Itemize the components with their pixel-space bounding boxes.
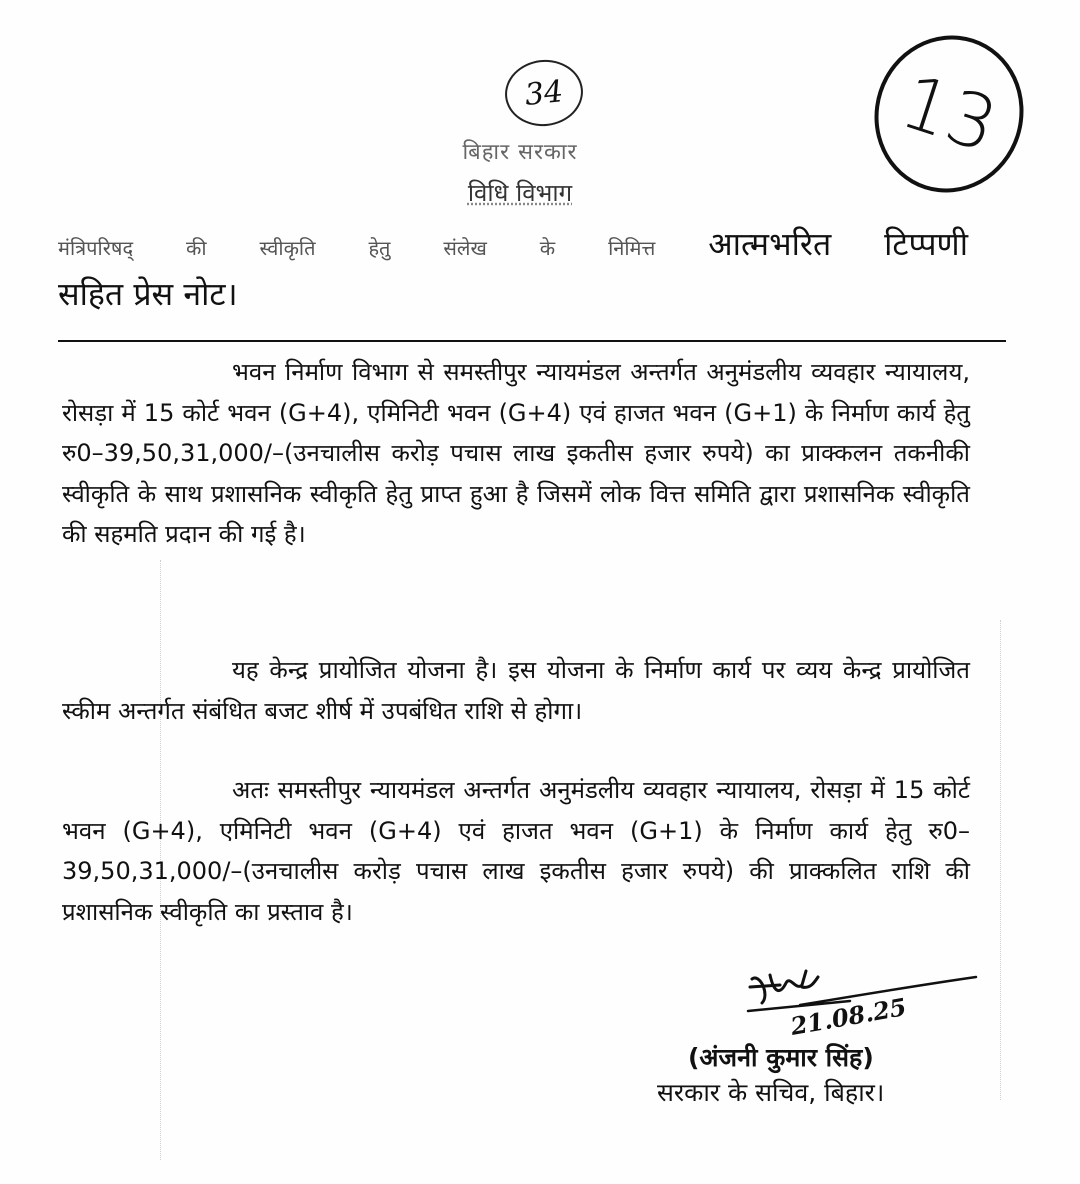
subject-word: संलेख bbox=[443, 236, 487, 260]
header-government: बिहार सरकार bbox=[462, 140, 578, 165]
subject-word: टिप्पणी bbox=[884, 225, 968, 263]
subject-line-1 bbox=[58, 222, 968, 265]
signatory-designation: सरकार के सचिव, बिहार। bbox=[657, 1078, 885, 1107]
signature-date: 21.08.25 bbox=[788, 992, 909, 1041]
paragraph-text: यह केन्द्र प्रायोजित योजना है। इस योजना के निर्माण कार्य पर व्यय केन्द्र प्रायोजित स्कीम अन्तर्गत संबंधित बजट शीर्ष में उपबंधित राशि से होगा। bbox=[62, 656, 970, 725]
horizontal-divider bbox=[58, 340, 1006, 342]
paragraph-text: भवन निर्माण विभाग से समस्तीपुर न्यायमंडल अन्तर्गत अनुमंडलीय व्यवहार न्यायालय, रोसड़ा में 15 कोर्ट भवन (G+4), एमिनिटी भवन (G+4) एवं हाजत भवन (G+1) के निर्माण कार्य हेतु रु0–39,50,31,000/–(उनचालीस करोड़ पचास लाख इकतीस हजार रुपये) का प्राक्कलन तकनीकी स्वीकृति के साथ प्रशासनिक स्वीकृति हेतु प्राप्त हुआ है जिसमें लोक वित्त समिति द्वारा प्रशासनिक स्वीकृति की सहमति प्रदान की गई है। bbox=[62, 358, 970, 548]
subject-word: आत्मभरित bbox=[708, 225, 832, 263]
subject-word: की bbox=[186, 236, 207, 260]
subject-word: हेतु bbox=[368, 236, 391, 260]
body-paragraph-2 bbox=[62, 650, 970, 731]
body-paragraph-3 bbox=[62, 770, 970, 932]
subject-word: निमित्त bbox=[608, 236, 656, 260]
page-number-small-text: 34 bbox=[523, 73, 565, 113]
scan-artifact-line bbox=[1000, 620, 1001, 1100]
subject-word: स्वीकृति bbox=[259, 236, 316, 260]
page-number-large-text: 13 bbox=[890, 58, 1008, 170]
subject-line-2: सहित प्रेस नोट। bbox=[58, 275, 238, 313]
handwritten-page-number-circled bbox=[502, 56, 586, 130]
signatory-name: (अंजनी कुमार सिंह) bbox=[688, 1043, 874, 1072]
subject-word: मंत्रिपरिषद् bbox=[58, 236, 134, 260]
body-paragraph-1 bbox=[62, 352, 970, 555]
handwritten-page-number-large-circled bbox=[854, 16, 1044, 212]
header-department: विधि विभाग bbox=[467, 179, 573, 207]
paragraph-text: अतः समस्तीपुर न्यायमंडल अन्तर्गत अनुमंडलीय व्यवहार न्यायालय, रोसड़ा में 15 कोर्ट भवन (G+4), एमिनिटी भवन (G+4) एवं हाजत भवन (G+1) के निर्माण कार्य हेतु रु0–39,50,31,000/–(उनचालीस करोड़ पचास लाख इकतीस हजार रुपये) की प्राक्कलित राशि की प्रशासनिक स्वीकृति का प्रस्ताव है। bbox=[62, 776, 970, 926]
subject-word: के bbox=[539, 236, 556, 260]
